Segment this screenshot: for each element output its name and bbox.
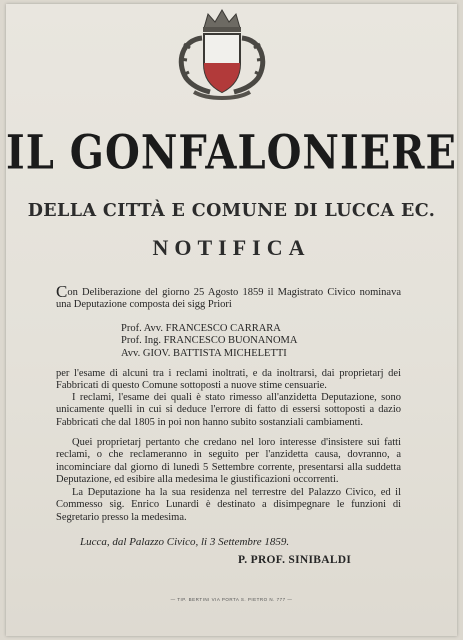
member-name: Prof. Ing. FRANCESCO BUONANOMA xyxy=(121,335,298,347)
intro-paragraph xyxy=(56,282,401,312)
notice-heading: NOTIFICA xyxy=(152,235,311,260)
signature: P. PROF. SINIBALDI xyxy=(238,554,352,566)
drop-cap: C xyxy=(56,282,68,301)
coat-of-arms-emblem xyxy=(172,8,272,102)
body-paragraph-3: Quei proprietarj pertanto che credano nel loro interesse d'insistere sui fatti reclami, o che reclameranno in seguito per l'anzidetta causa, dovranno, a incominciare dal giorno di lunedì 5 Settembre corrente, presentarsi alla suddetta Deputazione, ed esibire alla medesima le giustificazioni occorrenti. xyxy=(56,437,401,486)
intro-text: on Deliberazione del giorno 25 Agosto 1859 il Magistrato Civico nominava una Deputazione composta dei sigg Priori xyxy=(56,287,401,311)
body-paragraph-2: I reclami, l'esame dei quali è stato rimesso all'anzidetta Deputazione, sono unicamente quelli in cui si deduce l'errore di fatto di essersi sottoposti a dazio Fabbricati che dal 1805 in poi non hanno subito sostanziali cambiamenti. xyxy=(56,392,401,428)
member-name: Prof. Avv. FRANCESCO CARRARA xyxy=(121,323,281,334)
dateline: Lucca, dal Palazzo Civico, li 3 Settembre 1859. xyxy=(80,536,290,548)
deputation-members xyxy=(121,323,401,360)
poster-title: IL GONFALONIERE xyxy=(6,125,457,181)
poster-subtitle: DELLA CITTÀ E COMUNE DI LUCCA EC. xyxy=(27,201,436,221)
body-paragraph-4: La Deputazione ha la sua residenza nel terrestre del Palazzo Civico, ed il Commesso sig. Enrico Lunardi è destinato a disimpegnare le funzioni di Segretario presso la medesima. xyxy=(56,487,401,523)
printer-imprint: — TIP. BERTINI VIA PORTA S. PIETRO N. 777 — xyxy=(170,597,293,602)
member-name: Avv. GIOV. BATTISTA MICHELETTI xyxy=(121,347,287,359)
body-paragraph-1: per l'esame di alcuni tra i reclami inoltrati, e da inoltrarsi, dai proprietarj dei Fabbricati di questo Comune sottoposti a nuove stime censuarie. xyxy=(56,368,401,392)
